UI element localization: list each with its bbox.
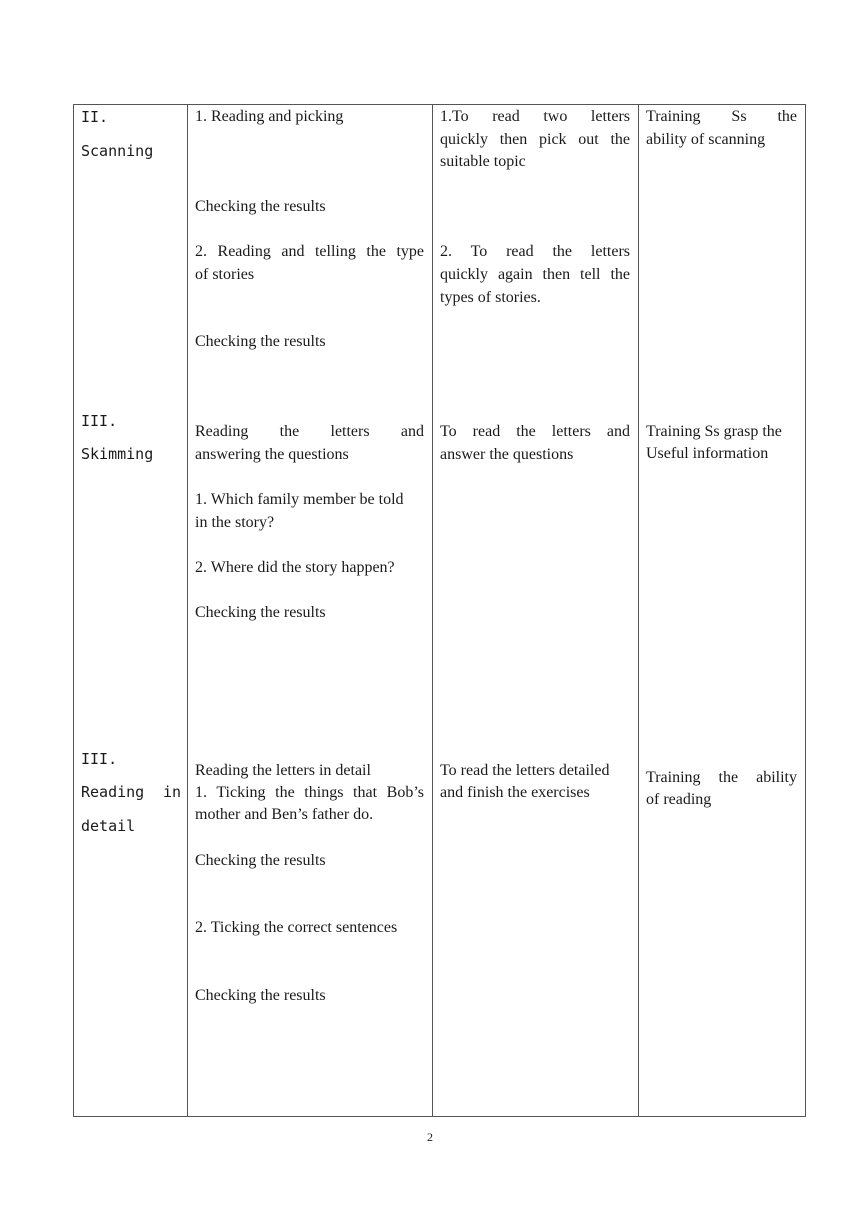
scanning-purpose-line1: Training Ss the: [646, 108, 797, 125]
page-number: 2: [427, 1130, 433, 1144]
stage-skimming-number: III.: [81, 412, 118, 430]
scanning-activity2-line2: quickly again then tell the: [440, 266, 630, 283]
skimming-check: Checking the results: [195, 604, 326, 621]
stage-scanning-label: Scanning: [81, 142, 154, 160]
scanning-activity1-line1: 1.To read two letters: [440, 108, 630, 125]
stage-scanning-number: II.: [81, 108, 109, 126]
detail-activity-line1: To read the letters detailed: [440, 762, 610, 779]
stage-detail-number: III.: [81, 750, 118, 768]
detail-purpose-line2: of reading: [646, 791, 712, 808]
skimming-activity-line1: To read the letters and: [440, 423, 630, 440]
skimming-q2: 2. Where did the story happen?: [195, 559, 395, 576]
skimming-intro-line2: answering the questions: [195, 446, 349, 463]
scanning-activity2-line1: 2. To read the letters: [440, 243, 630, 260]
scanning-check2: Checking the results: [195, 333, 326, 350]
detail-t2: 2. Ticking the correct sentences: [195, 919, 398, 936]
skimming-intro-line1: Reading the letters and: [195, 423, 424, 440]
scanning-activity1-line3: suitable topic: [440, 153, 526, 170]
stage-skimming-label: Skimming: [81, 445, 154, 463]
scanning-step2-line2: of stories: [195, 266, 255, 283]
detail-check2: Checking the results: [195, 987, 326, 1004]
scanning-check1: Checking the results: [195, 198, 326, 215]
column-divider: [187, 105, 188, 1116]
scanning-activity1-line2: quickly then pick out the: [440, 131, 630, 148]
skimming-purpose-line2: Useful information: [646, 445, 769, 462]
detail-t1-line1: 1. Ticking the things that Bob’s: [195, 784, 424, 801]
skimming-q1-line2: in the story?: [195, 514, 275, 531]
skimming-purpose-line1: Training Ss grasp the: [646, 423, 782, 440]
stage-detail-label-a: Reading: [81, 783, 145, 801]
skimming-activity-line2: answer the questions: [440, 446, 574, 463]
detail-purpose-line1: Training the ability: [646, 769, 797, 786]
scanning-step2-line1: 2. Reading and telling the type: [195, 243, 424, 260]
scanning-purpose-line2: ability of scanning: [646, 131, 766, 148]
skimming-q1-line1: 1. Which family member be told: [195, 491, 404, 508]
scanning-activity2-line3: types of stories.: [440, 289, 541, 306]
detail-activity-line2: and finish the exercises: [440, 784, 590, 801]
stage-detail-label-c: detail: [81, 817, 136, 835]
column-divider: [638, 105, 639, 1116]
stage-detail-label-b: in: [163, 783, 182, 801]
column-divider: [432, 105, 433, 1116]
detail-t1-line2: mother and Ben’s father do.: [195, 806, 374, 823]
scanning-step1: 1. Reading and picking: [195, 108, 344, 125]
detail-check1: Checking the results: [195, 852, 326, 869]
detail-intro: Reading the letters in detail: [195, 762, 371, 779]
